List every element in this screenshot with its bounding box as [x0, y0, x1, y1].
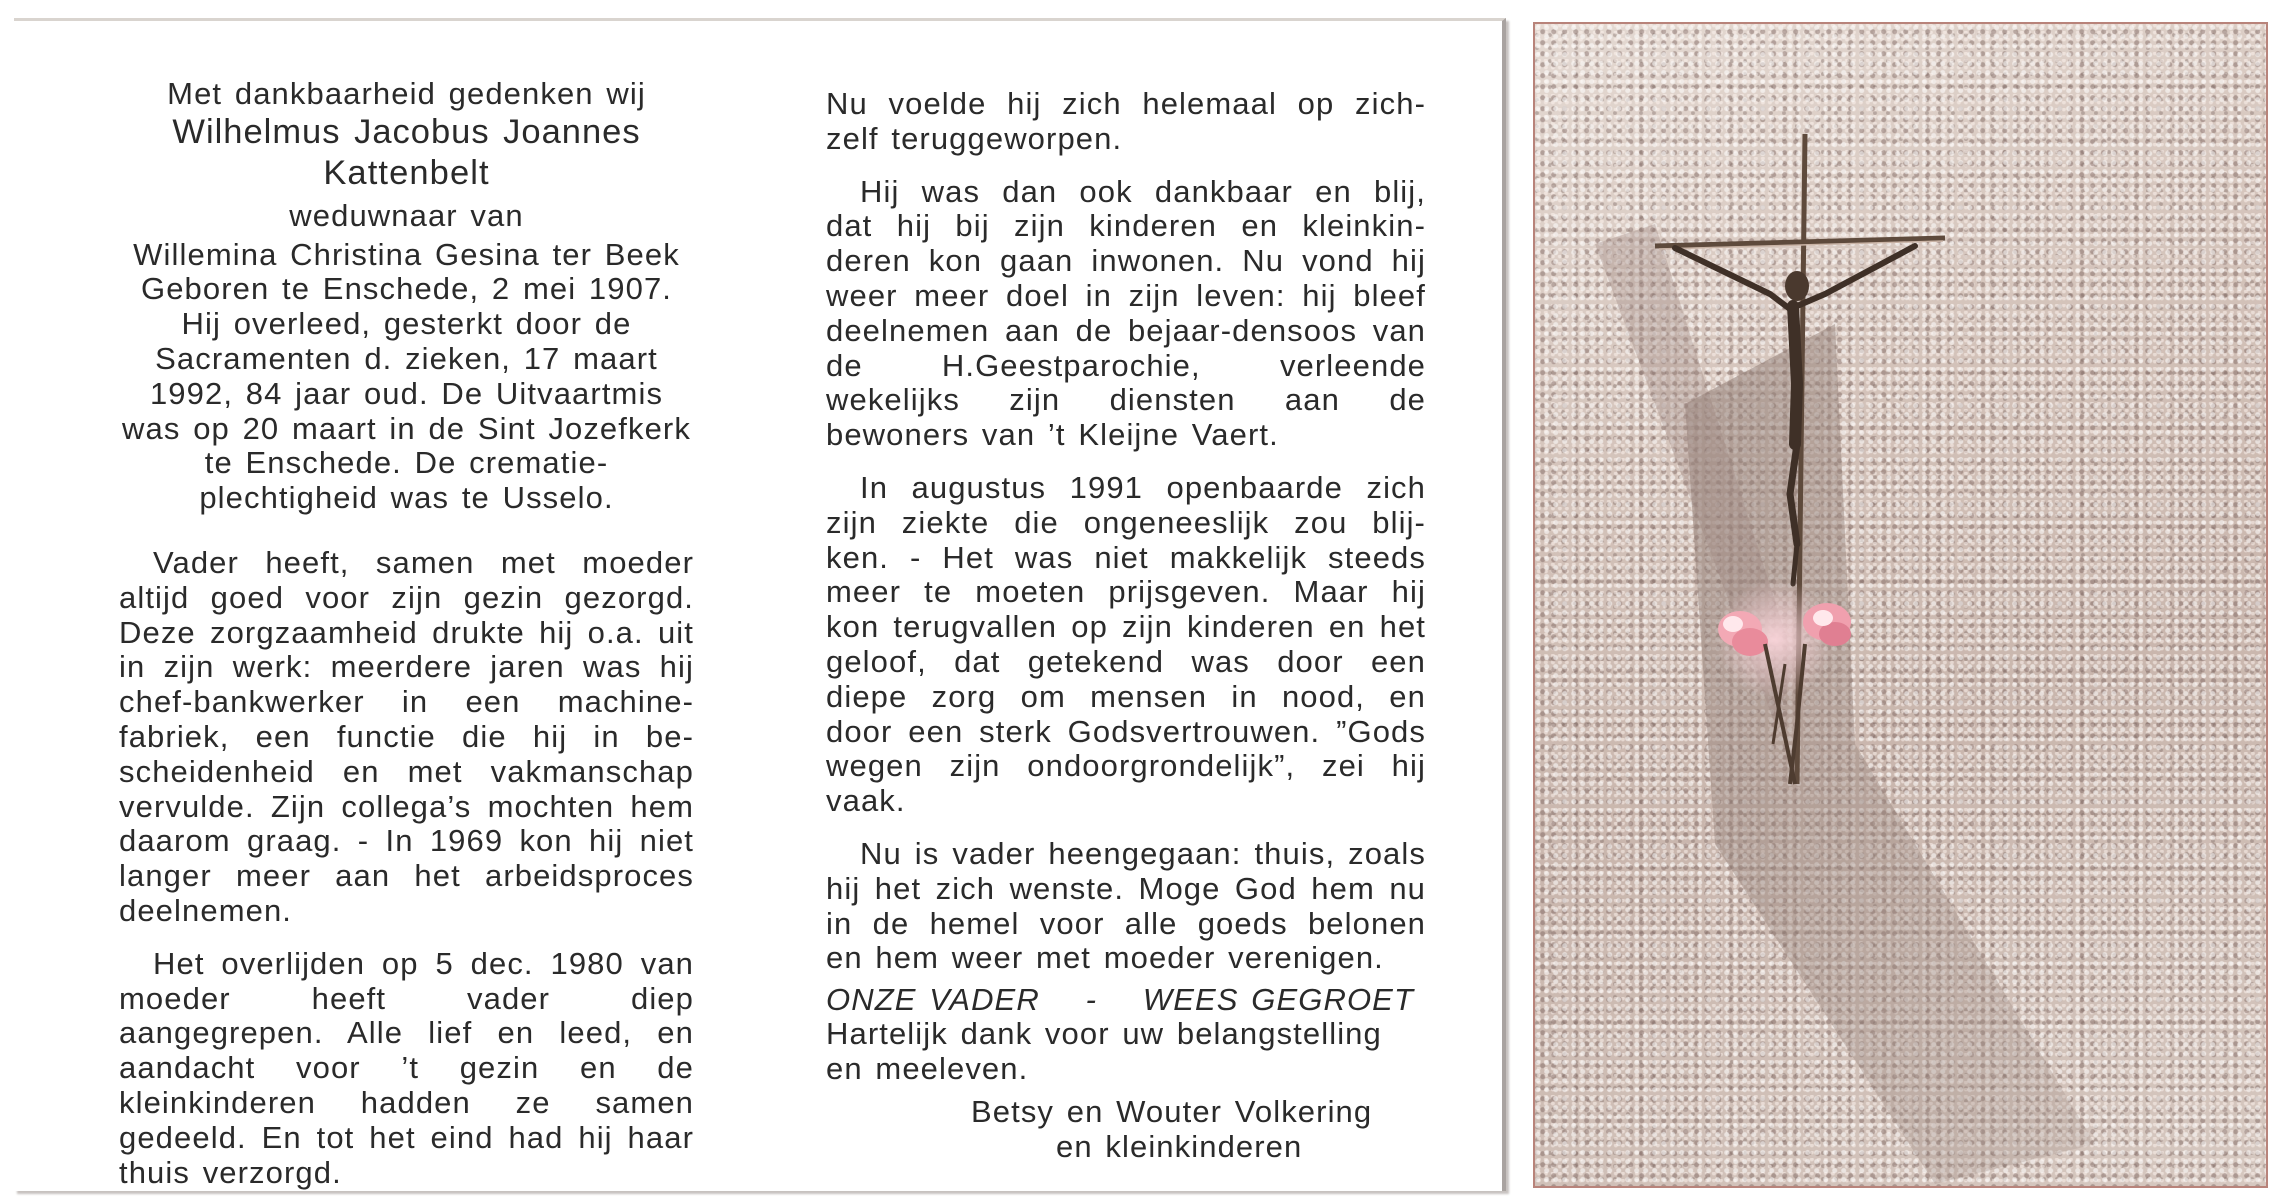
- crucifix-with-pink-flowers-icon: [1535, 24, 2266, 1186]
- text-column-left: [119, 77, 694, 1190]
- prayer-separator: -: [1085, 982, 1098, 1018]
- paragraph-children: Hij was dan ook dankbaar en blij, dat hij bij zijn kinderen en kleinkin-deren kon gaan inwonen. Nu vond hij weer meer doel in zijn leven: hij bleef deelnemen aan de bejaar-densoos van de H.Geestparochie, verleende wekelijks zijn diensten aan de bewoners van ’t Kleijne Vaert.: [826, 173, 1426, 453]
- birth-line: Geboren te Enschede, 2 mei 1907.: [140, 271, 673, 307]
- paragraph-alone: Nu voelde hij zich helemaal op zich-zelf teruggeworpen.: [826, 86, 1426, 156]
- paragraph-mother: Het overlijden op 5 dec. 1980 van moeder heeft vader diep aangegrepen. Alle lief en leed, en aandacht voor ’t gezin en de kleinkinderen hadden ze samen gedeeld. En tot het eind had hij haar thuis verzorgd.: [119, 945, 694, 1190]
- prayer-our-father: ONZE VADER: [826, 982, 1040, 1018]
- memorial-card-text-page: [14, 18, 1506, 1191]
- spouse-name: Willemina Christina Gesina ter Beek: [133, 236, 680, 272]
- signature-family: Betsy en Wouter Volkering: [971, 1093, 1373, 1129]
- thanks-line: Hartelijk dank voor uw belangstelling en meeleven.: [826, 1016, 1382, 1086]
- cast-shadow: [1685, 324, 2095, 1184]
- paragraph-passing: Nu is vader heengegaan: thuis, zoals hij het zich wenste. Moge God hem nu in de hemel voor alle goeds belonen en hem weer met moeder verenigen.: [826, 835, 1426, 976]
- text-column-right: [826, 77, 1426, 1164]
- intro-line: Met dankbaarheid gedenken wij: [167, 76, 646, 111]
- widower-line: weduwnaar van: [289, 197, 524, 233]
- deceased-name-line2: Kattenbelt: [323, 153, 490, 192]
- paragraph-illness: In augustus 1991 openbaarde zich zijn ziekte die ongeneeslijk zou blij-ken. - Het was niet makkelijk steeds meer te moeten prijsgeven. Maar hij kon terugvallen op zijn kinderen en het geloof, dat getekend was door een diepe zorg om mensen in nood, en door een sterk Godsvertrouwen. ”Gods wegen zijn ondoorgrondelijk”, zei hij vaak.: [826, 469, 1426, 819]
- deceased-name-line1: Wilhelmus Jacobus Joannes: [172, 112, 641, 151]
- prayers-line: [826, 982, 1426, 1017]
- crucifix-photo: [1533, 22, 2268, 1188]
- signature-grandchildren: en kleinkinderen: [1056, 1128, 1303, 1164]
- death-notice: Hij overleed, gesterkt door de Sacramenten d. zieken, 17 maart 1992, 84 jaar oud. De Uitvaartmis was op 20 maart in de Sint Jozefkerk te Enschede. De crematie-plechtigheid was te Usselo.: [122, 306, 691, 516]
- paragraph-work: Vader heeft, samen met moeder altijd goed voor zijn gezin gezorgd. Deze zorgzaamheid drukte hij o.a. uit in zijn werk: meerdere jaren was hij chef-bankwerker in een machine-fabriek, een functie die hij in be-scheidenheid en met vakmanschap vervulde. Zijn collega’s mochten hem daarom graag. - In 1969 kon hij niet langer meer aan het arbeidsproces deelnemen.: [119, 544, 694, 928]
- prayer-hail-mary: WEES GEGROET: [1142, 982, 1414, 1018]
